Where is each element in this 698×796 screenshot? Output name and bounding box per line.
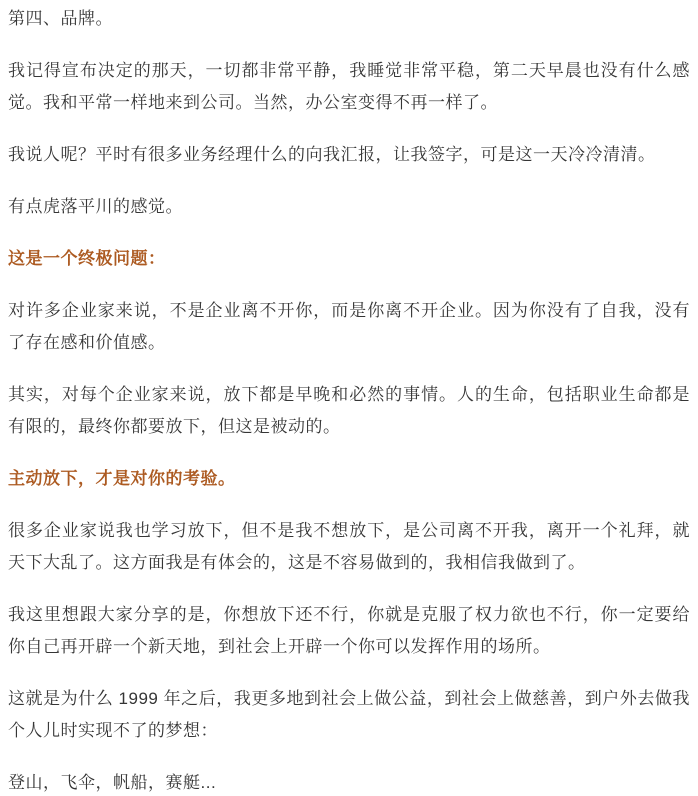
paragraph: 这就是为什么 1999 年之后，我更多地到社会上做公益，到社会上做慈善，到户外去做我个人儿时实现不了的梦想： xyxy=(8,689,690,740)
paragraph: 我这里想跟大家分享的是，你想放下还不行，你就是克服了权力欲也不行，你一定要给你自己再开辟一个新天地，到社会上开辟一个你可以发挥作用的场所。 xyxy=(8,605,690,656)
paragraph: 很多企业家说我也学习放下，但不是我不想放下，是公司离不开我，离开一个礼拜，就天下大乱了。这方面我是有体会的，这是不容易做到的，我相信我做到了。 xyxy=(8,521,690,572)
article-body xyxy=(8,3,690,796)
highlight-heading: 这是一个终极问题： xyxy=(8,249,166,268)
highlight-heading: 主动放下，才是对你的考验。 xyxy=(8,469,236,488)
paragraph-section-title: 第四、品牌。 xyxy=(8,9,113,28)
paragraph: 对许多企业家来说，不是企业离不开你，而是你离不开企业。因为你没有了自我，没有了存在感和价值感。 xyxy=(8,301,690,352)
paragraph: 有点虎落平川的感觉。 xyxy=(8,197,183,216)
paragraph: 我记得宣布决定的那天，一切都非常平静，我睡觉非常平稳，第二天早晨也没有什么感觉。我和平常一样地来到公司。当然，办公室变得不再一样了。 xyxy=(8,61,690,112)
paragraph: 其实，对每个企业家来说，放下都是早晚和必然的事情。人的生命，包括职业生命都是有限的，最终你都要放下，但这是被动的。 xyxy=(8,385,690,436)
paragraph: 我说人呢？平时有很多业务经理什么的向我汇报，让我签字，可是这一天冷冷清清。 xyxy=(8,145,656,164)
paragraph: 登山，飞伞，帆船，赛艇... xyxy=(8,773,217,792)
